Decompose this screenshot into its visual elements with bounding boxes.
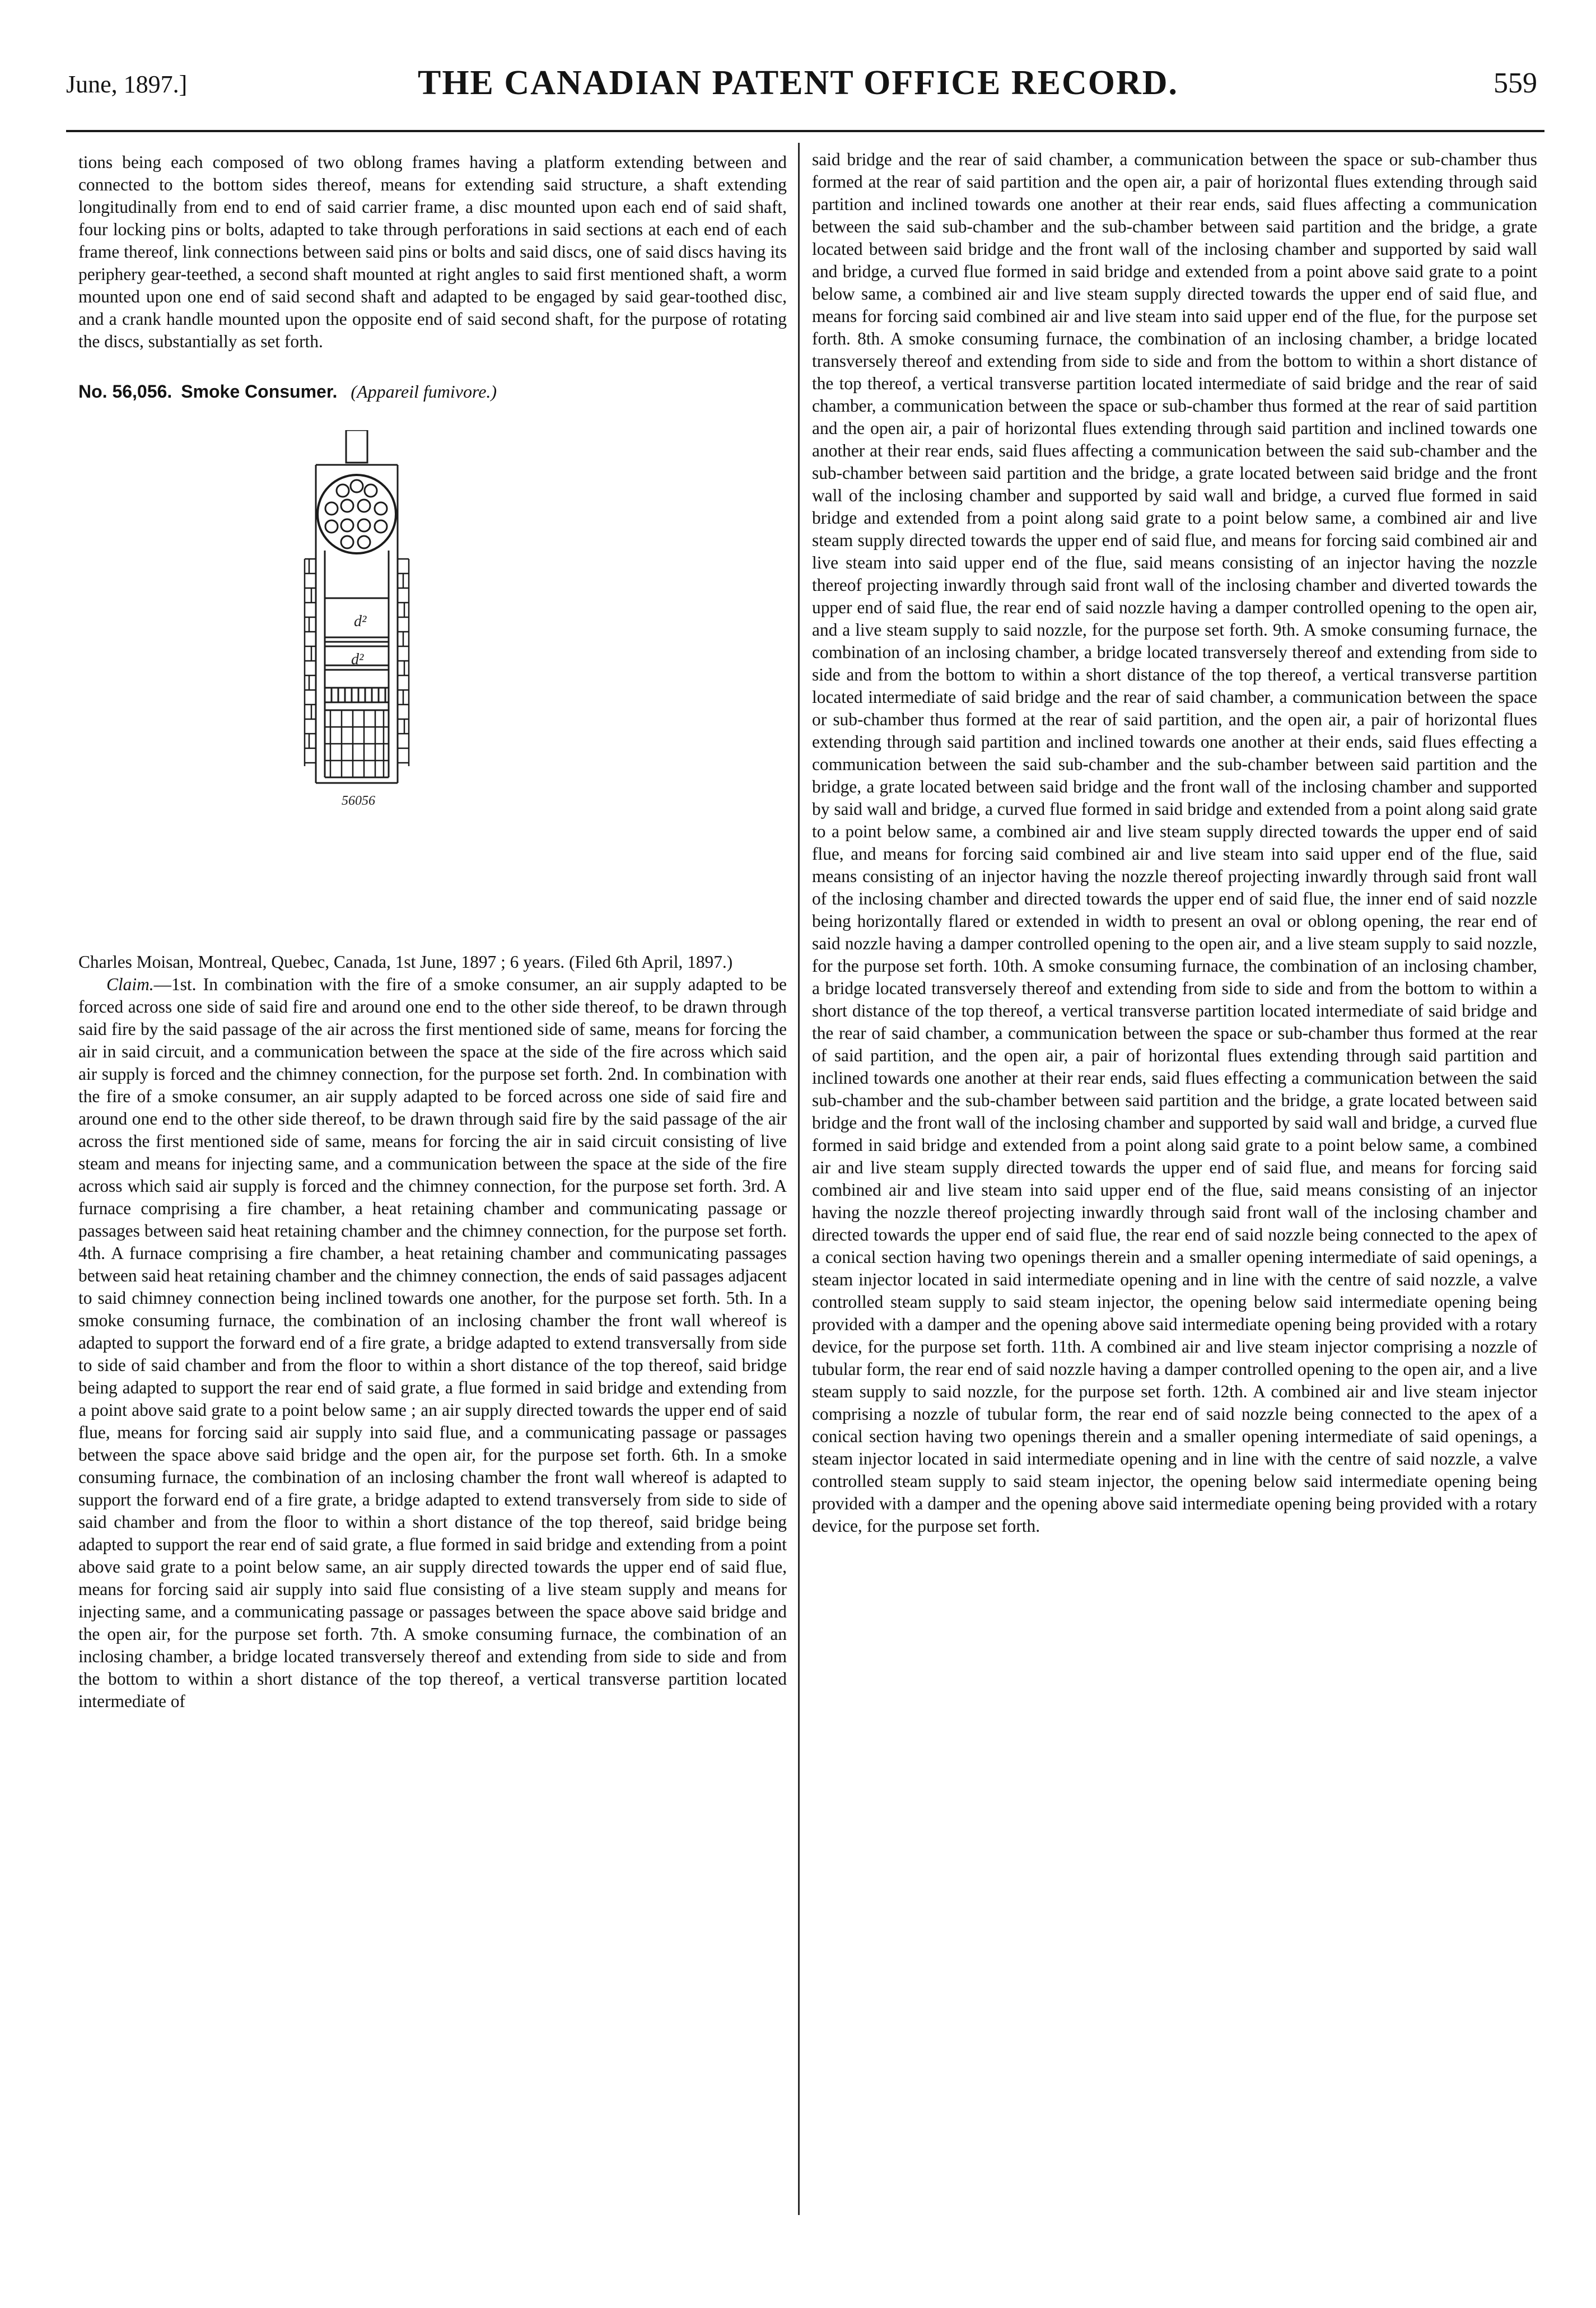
patent-title: Smoke Consumer. (181, 381, 338, 402)
column-divider (798, 143, 800, 2215)
publication-title: THE CANADIAN PATENT OFFICE RECORD. (417, 64, 1179, 102)
claims-text: —1st. In combination with the fire of a smoke consumer, an air supply adapted to be forced across one side of said fire and around one end to the other side thereof, to be drawn through said fire by the said passage of the air across the first mentioned side of same, means for forcing the air in said circuit, and a communication between the space at the side of the fire across which said air supply is forced and the chimney connection, for the purpose set forth. 2nd. In combination with the fire of a smoke consumer, an air supply adapted to be forced across one side of said fire and around one end to the other side thereof, to be drawn through said fire by the said passage of the air across the first mentioned side of same, means for forcing the air in said circuit consisting of live steam and means for injecting same, and a communication between the space at the side of the fire across which said air supply is forced and the chimney connection, for the purpose set forth. 3rd. A furnace comprising a fire chamber, a heat retaining chamber and communicating passage or passages between said heat retaining chamber and the chimney connection, for the purpose set forth. 4th. A furnace comprising a fire chamber, a heat retaining chamber and communicating passages between said heat retaining chamber and the chimney connection, the ends of said passages adjacent to said chimney connection being inclined towards one another, for the purpose set forth. 5th. In a smoke consuming furnace, the combination of an inclosing chamber the front wall whereof is adapted to support the forward end of a fire grate, a bridge adapted to extend transversally from side to side of said chamber and from the floor to within a short distance of the top thereof, said bridge being adapted to support the rear end of said grate, a flue formed in said bridge and extending from a point above said grate to a point below same ; an air supply directed towards the upper end of said flue, means for forcing said air supply into said flue, and a communicating passage or passages between the space above said bridge and the open air, for the purpose set forth. 6th. In a smoke consuming furnace, the combination of an inclosing chamber the front wall whereof is adapted to support the forward end of a fire grate, a bridge adapted to extend transversely from side to side of said chamber and from the floor to within a short distance of the top thereof, said bridge being adapted to support the rear end of said grate, a flue formed in said bridge and extending from a point above said grate to a point below same, an air supply directed towards the upper end of said flue, means for forcing said air supply into said flue consisting of a live steam supply and means for injecting same, and a communicating passage or passages between the space above said bridge and the open air, for the purpose set forth. 7th. A smoke consuming furnace, the combination of an inclosing chamber, a bridge located transversely thereof and extending from side to side and from the bottom to within a short distance of the top thereof, a vertical transverse partition located intermediate of (78, 975, 787, 1711)
drawing-label-lower: d² (351, 651, 364, 668)
patent-number: No. 56,056. (78, 381, 172, 402)
continued-claims-text: tions being each composed of two oblong frames having a platform extending between and connected to the bottom sides thereof, means for extending said structure, a shaft extending longitudinally from end to end of said carrier frame, a disc mounted upon each end of said shaft, four locking pins or bolts, adapted to take through perforations in said sections at each end of each frame thereof, link connections between said pins or bolts and said discs, one of said discs having its periphery gear-teethed, a second shaft mounted at right angles to said first mentioned shaft, a worm mounted upon one end of said second shaft and adapted to be engaged by said gear-toothed disc, and a crank handle mounted upon the opposite end of said second shaft, for the purpose of rotating the discs, substantially as set forth. (78, 152, 787, 351)
page-number: 559 (1494, 67, 1537, 99)
left-column (78, 151, 787, 1713)
inventor-line: Charles Moisan, Montreal, Quebec, Canada, 1st June, 1897 ; 6 years. (Filed 6th April, 1897.) (78, 952, 733, 972)
issue-date: June, 1897.] (66, 71, 188, 98)
right-column (812, 148, 1537, 1537)
patent-title-french: (Appareil fumivore.) (351, 381, 497, 402)
patent-drawing (78, 430, 787, 917)
drawing-label-upper: d² (354, 613, 367, 630)
header-rule (66, 130, 1544, 132)
patent-heading (78, 380, 787, 403)
furnace-drawing (78, 430, 787, 917)
claims-paragraph (78, 973, 787, 1713)
page-header (0, 53, 1596, 115)
right-column-claims-text: said bridge and the rear of said chamber, a communication between the space or sub-chamber thus formed at the rear of said partition and the open air, a pair of horizontal flues extending through said partition and inclined towards one another at their rear ends, said flues affecting a communication between the said sub-chamber and the sub-chamber between said partition and the bridge, a grate located between said bridge and the front wall of the inclosing chamber and supported by said wall and bridge, a curved flue formed in said bridge and extended from a point above said grate to a point below same, a combined air and live steam supply directed towards the upper end of said flue, and means for forcing said combined air and live steam into said upper end of the flue, for the purpose set forth. 8th. A smoke consuming furnace, the combination of an inclosing chamber, a bridge located transversely thereof and extending from side to side and from the bottom to within a short distance of the top thereof, a vertical transverse partition located intermediate of said bridge and the rear of said chamber, a communication between the space or sub-chamber thus formed at the rear of said partition and the open air, a pair of horizontal flues extending through said partition and inclined towards one another at their rear ends, said flues affecting a communication between the said sub-chamber and the sub-chamber between said partition and the bridge, a grate located between said bridge and the front wall of the inclosing chamber and supported by said wall and bridge, a curved flue formed in said bridge and extended from a point along said grate to a point below same, a combined air and live steam supply directed towards the upper end of said flue, and means for forcing said combined air and live steam into said upper end of the flue, said means consisting of an injector having the nozzle thereof projecting inwardly through said front wall of the inclosing chamber and diverted towards the upper end of said flue, the rear end of said nozzle having a damper controlled opening to the open air, and a live steam supply to said nozzle, for the purpose set forth. 9th. A smoke consuming furnace, the combination of an inclosing chamber, a bridge located transversely thereof and extending from side to side and from the bottom to within a short distance of the top thereof, a vertical transverse partition located intermediate of said bridge and the rear of said chamber, a communication between the space or sub-chamber thus formed at the rear of said partition, and the open air, a pair of horizontal flues extending through said partition and inclined towards one another at their ends, said flues effecting a communication between the said sub-chamber and the sub-chamber between said partition and the bridge, a grate located between said bridge and the front wall of the inclosing chamber and supported by said wall and bridge, a curved flue formed in said bridge and extended from a point along said grate to a point below same, a combined air and live steam supply directed towards the upper end of said flue, and means for forcing said combined air and live steam into said upper end of the flue, said means consisting of an injector having the nozzle thereof projecting inwardly through said front wall of the inclosing chamber and directed towards the upper end of said flue, the inner end of said nozzle being horizontally flared or extended in width to present an oval or oblong opening, the rear end of said nozzle having a damper controlled opening to the open air, and a live steam supply to said nozzle, for the purpose set forth. 10th. A smoke consuming furnace, the combination of an inclosing chamber, a bridge located transversely thereof and extending from side to side and from the bottom to within a short distance of the top thereof, a vertical transverse partition located intermediate of said bridge and the rear of said chamber, a communication between the space or sub-chamber thus formed at the rear of said partition, and the open air, a pair of horizontal flues extending through said partition and inclined towards one another at their rear ends, said flues effecting a communication between the said sub-chamber and the sub-chamber between said partition and the bridge, a grate located between said bridge and the front wall of the inclosing chamber and supported by said wall and bridge, a curved flue formed in said bridge and extended from a point along said grate to a point below same, a combined air and live steam supply directed towards the upper end of said flue, and means for forcing said combined air and live steam into said upper end of the flue, said means consisting of an injector having the nozzle thereof projecting inwardly through said front wall of the inclosing chamber and directed towards the upper end of said flue, the rear end of said nozzle being connected to the apex of a conical section having two openings therein and a smaller opening intermediate of said openings, a steam injector located in said intermediate opening and in line with the centre of said nozzle, a valve controlled steam supply to said steam injector, the opening below said intermediate opening being provided with a damper and the opening above said intermediate opening being provided with a rotary device, for the purpose set forth. 11th. A combined air and live steam injector comprising a nozzle of tubular form, the rear end of said nozzle having a damper controlled opening to the open air, and a live steam supply to said nozzle, for the purpose set forth. 12th. A combined air and live steam injector comprising a nozzle of tubular form, the rear end of said nozzle being connected to the apex of a conical section having two openings therein and a smaller opening intermediate of said openings, a steam injector located in said intermediate opening and in line with the centre of said nozzle, a valve controlled steam supply to said steam injector, the opening below said intermediate opening being provided with a damper and the opening above said intermediate opening being provided with a rotary device, for the purpose set forth. (812, 150, 1537, 1536)
drawing-caption: 56056 (342, 794, 375, 808)
claim-label: Claim. (106, 975, 154, 994)
